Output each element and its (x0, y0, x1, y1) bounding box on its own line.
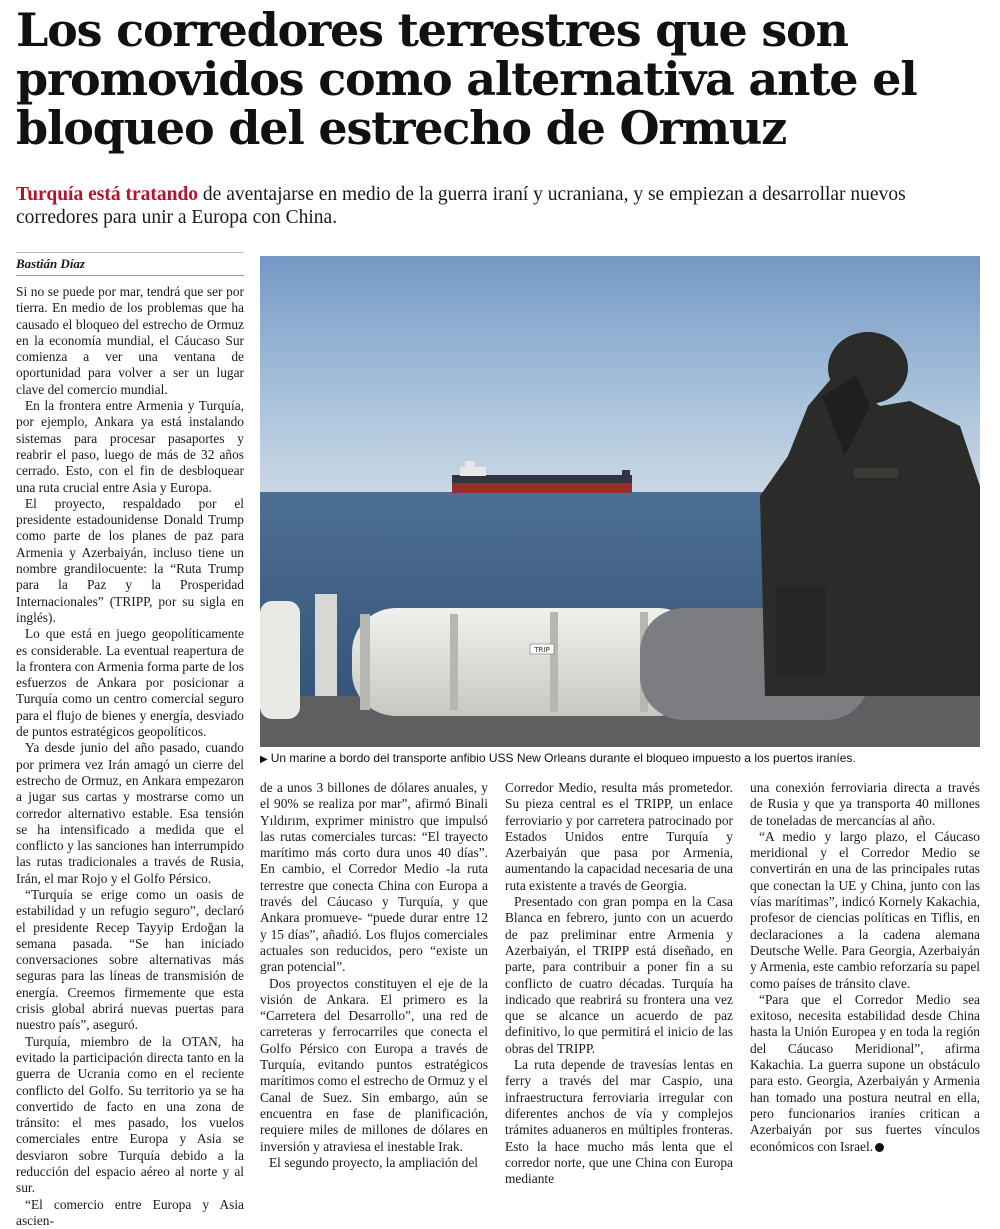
paragraph: Ya desde junio del año pasado, cuando por primera vez Irán amagó un cierre del estrecho de Ormuz, en Ankara empezaron a jugar sus cartas y mostrarse como un corredor alternativo estable. Esa tensión se ha intensificado a medida que el conflicto y las sanciones han interrumpido las rutas tradicionales a través de Rusia, Irán, el mar Rojo y el Golfo Pérsico. (16, 740, 244, 886)
paragraph-last (750, 992, 980, 1155)
deck-highlight: Turquía está tratando (16, 184, 199, 205)
paragraph: Dos proyectos constituyen el eje de la visión de Ankara. El primero es la “Carretera del Desarrollo”, una red de carreteras y ferrocarriles que conecta el Golfo Pérsico con Europa a través de Turquía, evitando puntos estratégicos marítimos como el estrecho de Ormuz y el Canal de Suez. Sin embargo, aún se encuentra en fase de planificación, requiere miles de millones de dólares en inversión y atraviesa el inestable Irak. (260, 975, 488, 1154)
deck (16, 183, 984, 229)
marine-ship-photo (260, 256, 980, 747)
paragraph: “Turquía se erige como un oasis de estabilidad y un refugio seguro”, declaró el presidente Recep Tayyip Erdoğan la semana pasada. “Se han iniciado conversaciones sobre alternativas más seguras para las líneas de transmisión de energía. Creemos firmemente que esta crisis global abrirá nuevas puertas para nuestro país”, aseguró. (16, 886, 244, 1033)
paragraph: La ruta depende de travesías lentas en ferry a través del mar Caspio, una infraestructura ferroviaria irregular con diferentes anchos de vía y complejos trámites aduaneros en múltiples fronteras. Esto la hace mucho más lenta que el corredor norte, que une China con Europa mediante (505, 1057, 733, 1187)
body-column-3 (505, 780, 733, 1187)
paragraph: Turquía, miembro de la OTAN, ha evitado la participación directa tanto en la guerra de Ucrania como en el reciente conflicto del Golfo. Su territorio ya se ha convertido de facto en una zona de tránsito: el mes pasado, los vuelos comerciales entre Europa y Asia se desviaron sobre Turquía debido a la reducción del espacio aéreo al norte y al sur. (16, 1033, 244, 1196)
headline: Los corredores terrestres que son promovidos como alternativa ante el bloqueo del estrecho de Ormuz (16, 3, 917, 155)
caption-text: Un marine a bordo del transporte anfibio USS New Orleans durante el bloqueo impuesto a los puertos iraníes. (270, 751, 856, 765)
paragraph: “El comercio entre Europa y Asia ascien- (16, 1196, 244, 1228)
raft-label: TRIP (534, 646, 550, 654)
news-photo (260, 256, 980, 747)
end-mark-icon (875, 1143, 884, 1152)
paragraph: una conexión ferroviaria directa a través de Rusia y que ya transporta 40 millones de toneladas de mercancías al año. (750, 780, 980, 828)
paragraph: “A medio y largo plazo, el Cáucaso meridional y el Corredor Medio se convertirán en una de las principales rutas que conectan la UE y China, junto con las vías marítimas”, indicó Kornely Kakachia, profesor de ciencias políticas en Tiflis, en declaraciones a la cadena alemana Deutsche Welle. Para Georgia, Azerbaiyán y Armenia, este cambio reforzaría su papel como países de tránsito clave. (750, 828, 980, 991)
byline-rule (16, 252, 244, 253)
paragraph: Corredor Medio, resulta más prometedor. Su pieza central es el TRIPP, un enlace ferroviario y por carretera patrocinado por Estados Unidos entre Turquía y Azerbaiyán que pasa por Armenia, aumentando la capacidad necesaria de una ruta existente a través de Georgia. (505, 780, 733, 893)
paragraph: Lo que está en juego geopolíticamente es considerable. La eventual reapertura de la frontera con Armenia forma parte de los esfuerzos de Ankara por posicionar a Turquía como un centro comercial seguro para el flujo de bienes y energía, desviado de puntos estratégicos geopolíticos. (16, 626, 244, 740)
body-column-1 (16, 284, 244, 1228)
paragraph: de a unos 3 billones de dólares anuales, y el 90% se realiza por mar”, afirmó Binali Yıldırım, exprimer ministro que impulsó las rutas comerciales turcas: “El trayecto marítimo más corto dura unos 40 días”. En cambio, el Corredor Medio -la ruta terrestre que conecta China con Europa a través del Cáucaso y Turquía, y que Ankara promueve- “puede durar entre 12 y 15 días”, añadió. Los flujos comerciales actuales son reducidos, pero “existe un gran potencial”. (260, 780, 488, 975)
paragraph: El segundo proyecto, la ampliación del (269, 1154, 478, 1170)
caption-arrow-icon: ▶ (260, 754, 268, 765)
body-column-4 (750, 780, 980, 1152)
paragraph: En la frontera entre Armenia y Turquía, por ejemplo, Ankara ya está instalando sistemas para procesar pasaportes y reabrir el paso, luego de más de 32 años cerrado. Esto, con el fin de desbloquear una ruta crucial entre Asia y Europa. (16, 398, 244, 495)
paragraph: Presentado con gran pompa en la Casa Blanca en febrero, junto con un acuerdo de paz preliminar entre Armenia y Azerbaiyán, el TRIPP está diseñado, en parte, para contribuir a poner fin a su conflicto de cuatro décadas. Turquía ha indicado que reabrirá su frontera una vez que se alcance un acuerdo de paz definitivo, lo que permitirá el inicio de las obras del TRIPP. (505, 894, 733, 1056)
paragraph: El proyecto, respaldado por el presidente estadounidense Donald Trump como parte de los planes de paz para Armenia y Azerbaiyán, incluso tiene un nombre grandilocuente: la “Ruta Trump para la Paz y la Prosperidad Internacionales” (TRIPP, por su sigla en inglés). (16, 495, 244, 625)
photo-caption (260, 751, 980, 767)
paragraph: Si no se puede por mar, tendrá que ser por tierra. En medio de los problemas que ha causado el bloqueo del estrecho de Ormuz en la economía mundial, el Cáucaso Sur comienza a ver una ventana de oportunidad para volver a ser un lugar clave del comercio mundial. (16, 284, 244, 397)
paragraph-text: “Para que el Corredor Medio sea exitoso, necesita estabilidad desde China hasta la Unión Europea y en toda la región del Cáucaso Meridional”, afirma Kakachia. La guerra supone un obstáculo para esto. Georgia, Azerbaiyán y Armenia han tomado una postura neutral en ella, pero funcionarios iraníes critican a Azerbaiyán por sus fuertes vínculos económicos con Israel. (750, 991, 980, 1154)
deck-text: de aventajarse en medio de la guerra iraní y ucraniana, y se empiezan a desarrollar nuevos corredores para unir a Europa con China. (16, 184, 906, 228)
body-column-2 (260, 780, 488, 1170)
byline: Bastián Díaz (16, 256, 244, 276)
